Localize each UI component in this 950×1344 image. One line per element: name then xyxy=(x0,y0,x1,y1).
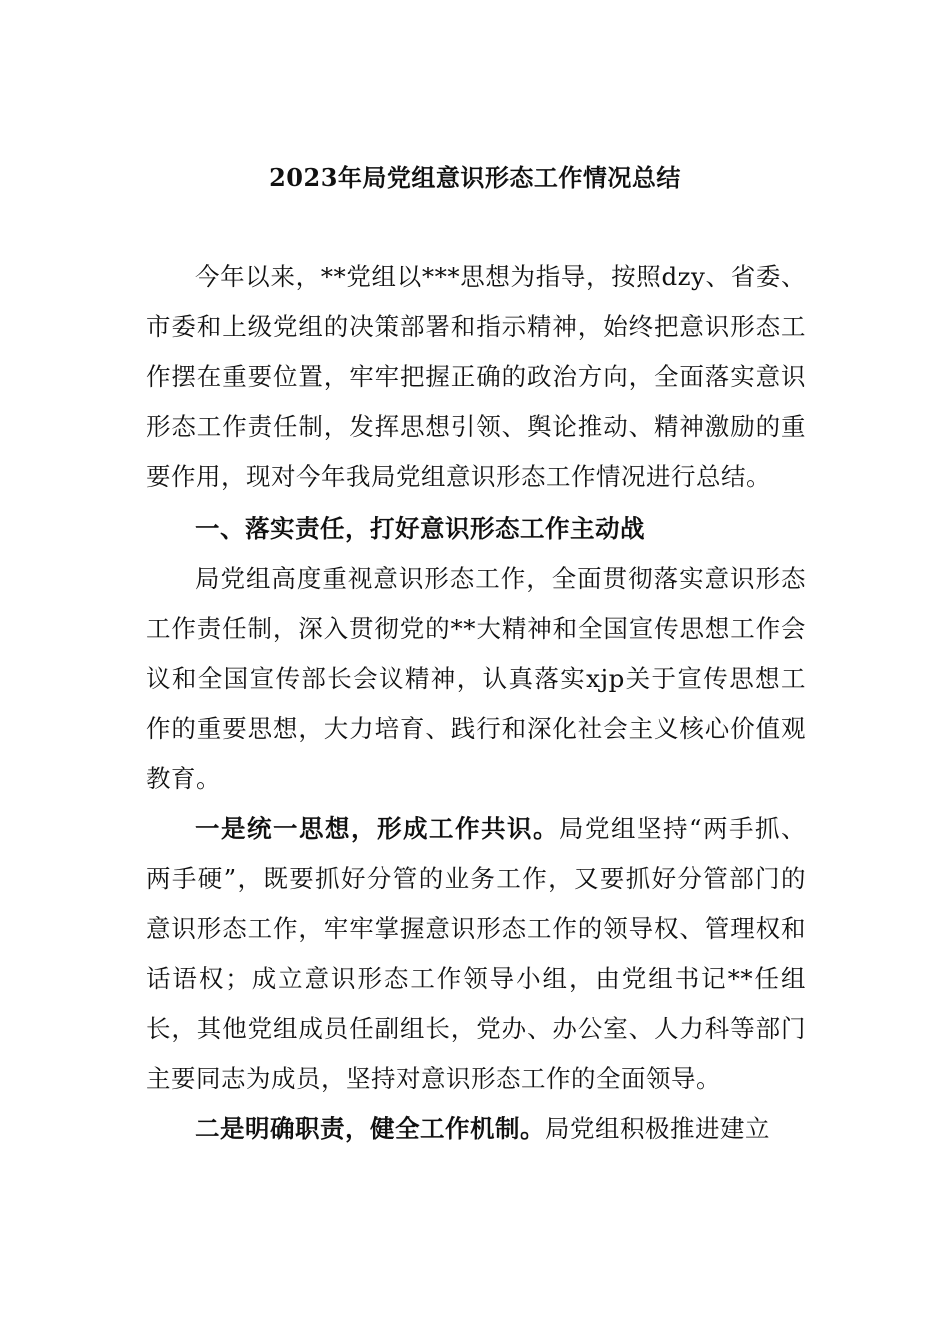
point-two-text: 局党组积极推进建立 xyxy=(545,1114,770,1143)
point-one-text: 局党组坚持“两手抓、两手硬”，既要抓好分管的业务工作，又要抓好分管部门的意识形态工作，牢牢掌握意识形态工作的领导权、管理权和话语权；成立意识形态工作领导小组，由党组书记**任组长，其他党组成员任副组长，党办、办公室、人力科等部门主要同志为成员，坚持对意识形态工作的全面领导。 xyxy=(146,814,806,1093)
document-title: 2023年局党组意识形态工作情况总结 xyxy=(269,163,681,192)
point-two-lead: 二是明确职责，健全工作机制。 xyxy=(195,1114,545,1143)
point-one-lead: 一是统一思想，形成工作共识。 xyxy=(195,814,559,843)
intro-paragraph: 今年以来，**党组以***思想为指导，按照dzy、省委、市委和上级党组的决策部署和指示精神，始终把意识形态工作摆在重要位置，牢牢把握正确的政治方向，全面落实意识形态工作责任制，发挥思想引领、舆论推动、精神激励的重要作用，现对今年我局党组意识形态工作情况进行总结。 xyxy=(146,262,806,491)
document-body xyxy=(146,252,806,1154)
point-one-paragraph xyxy=(146,804,806,1104)
section-paragraph: 局党组高度重视意识形态工作，全面贯彻落实意识形态工作责任制，深入贯彻党的**大精神和全国宣传思想工作会议和全国宣传部长会议精神，认真落实xjp关于宣传思想工作的重要思想，大力培育、践行和深化社会主义核心价值观教育。 xyxy=(146,564,806,793)
point-two-paragraph xyxy=(146,1104,806,1154)
section-heading: 一、落实责任，打好意识形态工作主动战 xyxy=(195,514,645,543)
